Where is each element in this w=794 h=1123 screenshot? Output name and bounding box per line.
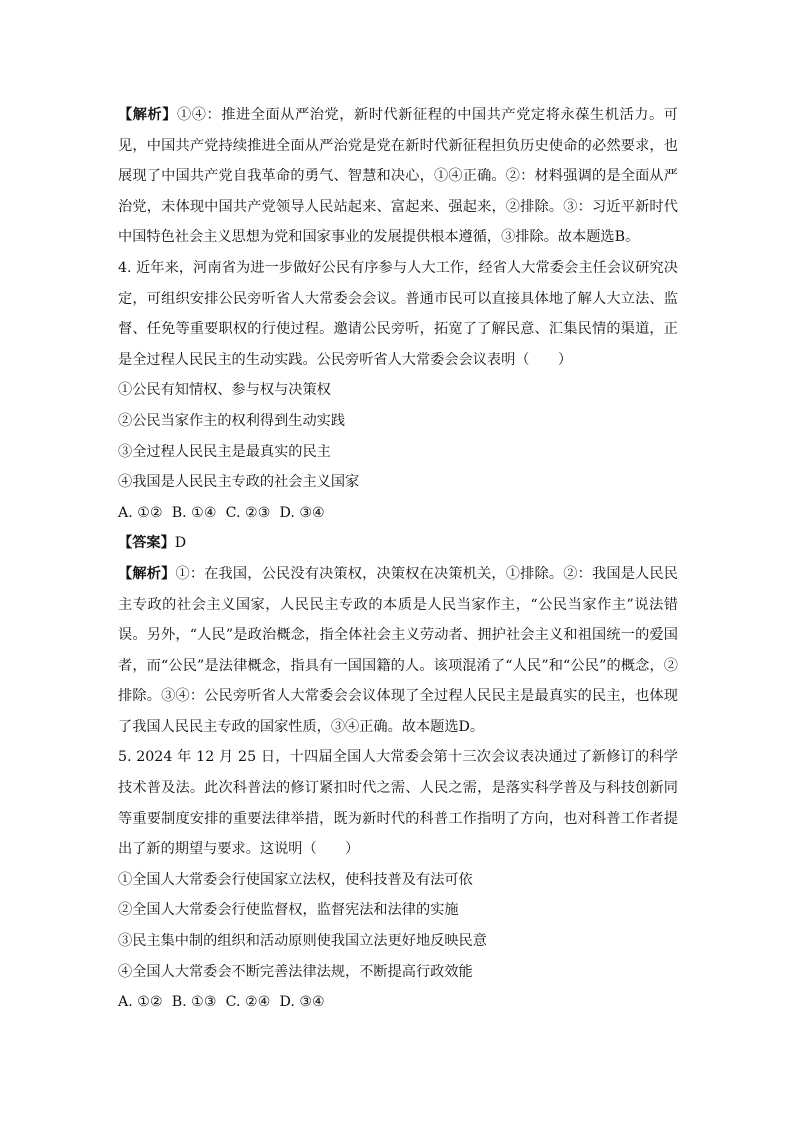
question-4-analysis xyxy=(118,559,678,743)
question-4-options: A. ①② B. ①④ C. ②③ D. ③④ xyxy=(118,504,325,521)
answer-value: D xyxy=(174,535,187,552)
analysis-text: ①：在我国，公民没有决策权，决策权在决策机关，①排除。②：我国是人民民主专政的社会主义国家，人民民主专政的本质是人民当家作主，“公民当家作主”说法错误。另外，“人民”是政治概念，指全体社会主义劳动者、拥护社会主义和祖国统一的爱国者，而“公民”是法律概念，指具有一国国籍的人。该项混淆了“人民”和“公民”的概念，②排除。③④：公民旁听省人大常委会会议体现了全过程人民民主是最真实的民主，也体现了我国人民民主专政的国家性质，③④正确。故本题选D。 xyxy=(118,565,678,735)
question-5-statement-2: ②全国人大常委会行使监督权，监督宪法和法律的实施 xyxy=(118,902,459,919)
question-4-stem: 4. 近年来，河南省为进一步做好公民有序参与人大工作，经省人大常委会主任会议研究决定，可组织安排公民旁听省人大常委会会议。普通市民可以直接具体地了解人大立法、监督、任免等重要职权的行使过程。邀请公民旁听，拓宽了了解民意、汇集民情的渠道，正是全过程人民民主的生动实践。公民旁听省人大常委会会议表明（ ） xyxy=(118,259,678,368)
answer-label: 【答案】 xyxy=(118,535,175,552)
question-4-statement-1: ①公民有知情权、参与权与决策权 xyxy=(118,382,331,399)
document-page xyxy=(118,100,678,1018)
question-5-stem: 5. 2024 年 12 月 25 日，十四届全国人大常委会第十三次会议表决通过了新修订的科学技术普及法。此次科普法的修订紧扣时代之需、人民之需，是落实科学普及与科技创新同等重要制度安排的重要法律举措，既为新时代的科普工作指明了方向，也对科普工作者提出了新的期望与要求。这说明（ ） xyxy=(118,749,678,858)
question-4-statement-2: ②公民当家作主的权利得到生动实践 xyxy=(118,412,346,429)
question-4-statement-3: ③全过程人民民主是最真实的民主 xyxy=(118,443,331,460)
question-5-options: A. ①② B. ①③ C. ②④ D. ③④ xyxy=(118,994,325,1011)
question-5-statement-3: ③民主集中制的组织和活动原则使我国立法更好地反映民意 xyxy=(118,933,487,950)
analysis-label: 【解析】 xyxy=(118,565,176,582)
question-5-statement-1: ①全国人大常委会行使国家立法权，使科技普及有法可依 xyxy=(118,871,473,888)
question-4-statement-4: ④我国是人民民主专政的社会主义国家 xyxy=(118,474,360,491)
analysis-q3 xyxy=(118,100,678,253)
analysis-text: ①④：推进全面从严治党，新时代新征程的中国共产党定将永葆生机活力。可见，中国共产党持续推进全面从严治党是党在新时代新征程担负历史使命的必然要求，也展现了中国共产党自我革命的勇气、智慧和决心，①④正确。②：材料强调的是全面从严治党，未体现中国共产党领导人民站起来、富起来、强起来，②排除。③：习近平新时代中国特色社会主义思想为党和国家事业的发展提供根本遵循，③排除。故本题选B。 xyxy=(118,107,678,246)
analysis-label: 【解析】 xyxy=(118,107,178,123)
question-5-statement-4: ④全国人大常委会不断完善法律法规，不断提高行政效能 xyxy=(118,963,473,980)
question-4-answer xyxy=(118,528,678,559)
